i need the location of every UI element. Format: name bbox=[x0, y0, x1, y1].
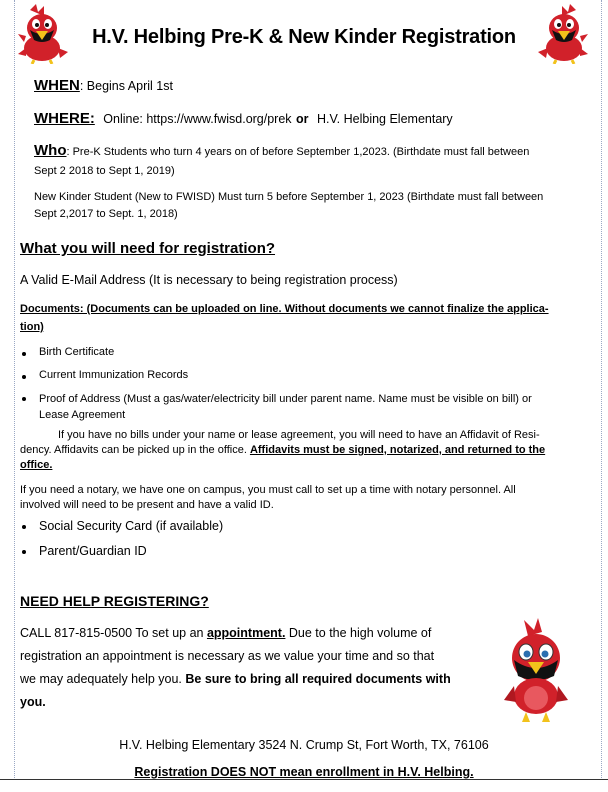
flyer-header bbox=[0, 0, 608, 80]
page-title: H.V. Helbing Pre-K & New Kinder Registration bbox=[92, 26, 516, 48]
documents-list bbox=[20, 346, 590, 423]
help-line1-rest: Due to the high volume of bbox=[285, 626, 432, 640]
cardinal-mascot-icon bbox=[500, 618, 572, 723]
proof-line1: Proof of Address (Must a gas/water/electricity bill under parent name. Name must be visible on bill) or bbox=[39, 393, 532, 405]
notary-line1: If you need a notary, we have one on campus, you must call to set up a time with notary personnel. All bbox=[20, 484, 516, 496]
who-kinder-line2: Sept 2,2017 to Sept. 1, 2018) bbox=[34, 208, 178, 220]
who-prek-line1: : Pre-K Students who turn 4 years on of before September 1,2023. (Birthdate must fall between bbox=[66, 146, 530, 158]
id-list bbox=[20, 519, 420, 558]
list-item-label: Social Security Card (if available) bbox=[39, 519, 224, 533]
help-line3-plain: we may adequately help you. bbox=[20, 672, 186, 686]
help-line2: registration an appointment is necessary as we value your time and so that bbox=[20, 649, 435, 663]
affidavit-line2 bbox=[20, 444, 545, 456]
affidavit-line2-emph: Affidavits must be signed, notarized, and returned to the bbox=[249, 444, 546, 456]
list-item bbox=[20, 346, 590, 369]
list-item bbox=[20, 519, 420, 544]
documents-line2: tion) bbox=[20, 321, 44, 333]
cardinal-mascot-icon bbox=[536, 4, 590, 64]
list-item bbox=[20, 391, 590, 423]
need-heading: What you will need for registration? bbox=[20, 240, 276, 257]
where-place: H.V. Helbing Elementary bbox=[316, 112, 453, 126]
help-heading: NEED HELP REGISTERING? bbox=[20, 593, 209, 609]
affidavit-line3: office. bbox=[20, 459, 53, 471]
notary-line2: involved will need to be present and have a valid ID. bbox=[20, 499, 274, 511]
list-item-label: Parent/Guardian ID bbox=[39, 544, 147, 558]
where-row bbox=[34, 110, 453, 128]
who-kinder-line1: New Kinder Student (New to FWISD) Must turn 5 before September 1, 2023 (Birthdate must fall between bbox=[34, 191, 544, 203]
when-label: WHEN bbox=[34, 77, 80, 94]
affidavit-line2-plain: dency. Affidavits can be picked up in the office. bbox=[20, 444, 250, 456]
list-item-label: Current Immunization Records bbox=[39, 369, 189, 381]
documents-line1: Documents: (Documents can be uploaded on line. Without documents we cannot finalize the applica- bbox=[20, 303, 549, 315]
where-or: or bbox=[296, 112, 309, 126]
affidavit-line1: If you have no bills under your name or lease agreement, you will need to have an Affidavit of Resi- bbox=[58, 429, 540, 441]
list-item-label: Birth Certificate bbox=[39, 346, 115, 358]
help-appointment: appointment. bbox=[206, 626, 286, 640]
help-line3-bold: Be sure to bring all required documents with bbox=[185, 672, 451, 686]
who-label: Who bbox=[34, 142, 67, 159]
where-label: WHERE: bbox=[34, 110, 95, 127]
proof-line2: Lease Agreement bbox=[39, 409, 126, 421]
help-line1-plain: CALL 817-815-0500 To set up an bbox=[20, 626, 207, 640]
bottom-rule bbox=[0, 779, 608, 780]
who-row bbox=[34, 142, 529, 160]
when-value: : Begins April 1st bbox=[79, 79, 173, 93]
footer-address: H.V. Helbing Elementary 3524 N. Crump St, Fort Worth, TX, 76106 bbox=[119, 738, 489, 752]
where-online: Online: https://www.fwisd.org/prek bbox=[103, 112, 292, 126]
who-prek-line2: Sept 2 2018 to Sept 1, 2019) bbox=[34, 165, 175, 177]
when-row bbox=[34, 77, 173, 95]
list-item bbox=[20, 369, 590, 391]
footer-note: Registration DOES NOT mean enrollment in H.V. Helbing. bbox=[134, 765, 474, 779]
help-line4: you. bbox=[20, 695, 46, 709]
help-paragraph bbox=[20, 622, 500, 714]
list-item bbox=[20, 544, 420, 558]
need-email: A Valid E-Mail Address (It is necessary to being registration process) bbox=[20, 273, 398, 287]
